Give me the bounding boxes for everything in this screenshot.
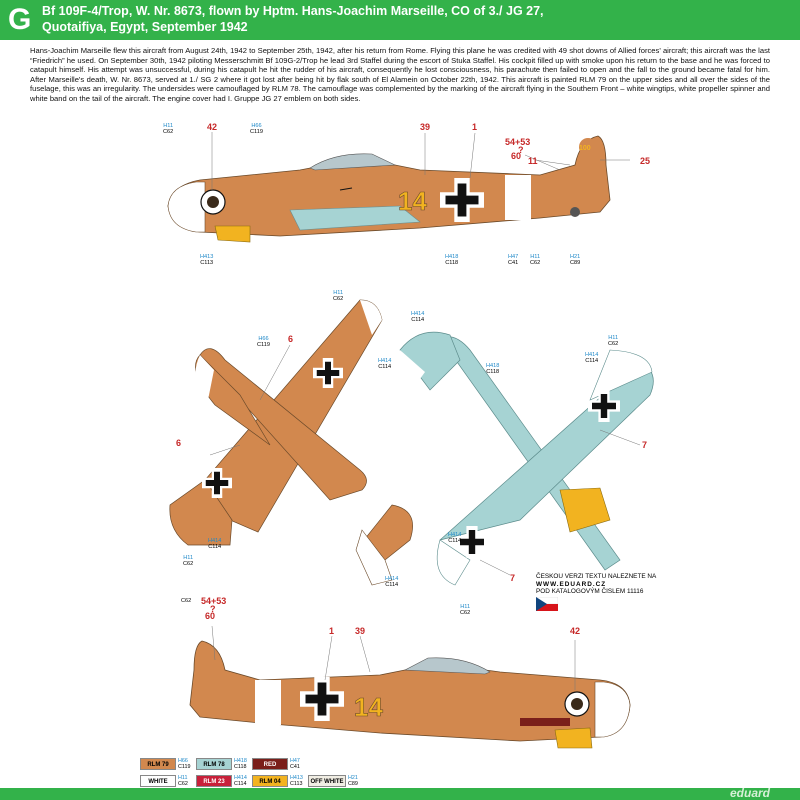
callout-7-bottom: 7: [510, 573, 516, 583]
callout-1: 1: [472, 122, 478, 132]
code-h414-c114-under: H414 C114: [448, 532, 462, 545]
code-h414-c114-bottom: H414 C114: [411, 311, 425, 324]
code-h21-c89: H21 C89: [570, 254, 581, 267]
svg-text:14: 14: [398, 186, 427, 216]
callout-60-lower: 60: [205, 611, 216, 621]
callout-question-lower: ?: [210, 604, 216, 614]
swatch-off-white: OFF WHITE: [308, 775, 346, 787]
code-h66-c119-top: H66 C119: [257, 336, 270, 349]
code-h11-c62-tail: H11 C62: [530, 254, 541, 267]
callout-5453: 54+53: [505, 137, 531, 147]
callout-39: 39: [420, 122, 431, 132]
callout-6-top: 6: [288, 334, 294, 344]
code-h11-c62-left: H11 C62: [183, 555, 194, 568]
callout-6-left: 6: [176, 438, 182, 448]
swatch-rlm78: RLM 78: [196, 758, 232, 770]
swatch-rlm23: RLM 23: [196, 775, 232, 787]
side-view-right: [190, 641, 630, 748]
code-h414-c114-wing: H414 C114: [585, 352, 599, 365]
code-h418-c118-bottom: H418 C118: [486, 363, 500, 376]
callout-39-lower: 39: [355, 626, 366, 636]
callout-question: ?: [518, 145, 524, 155]
svg-text:100: 100: [579, 145, 591, 152]
callout-1-lower: 1: [329, 626, 335, 636]
callout-25: 25: [640, 156, 651, 166]
code-h414-c114-tail: H414 C114: [385, 576, 399, 589]
footer-bar: [0, 788, 800, 800]
title-line-1: Bf 109F-4/Trop, W. Nr. 8673, flown by Hptm. Hans-Joachim Marseille, CO of 3./ JG 27,: [42, 4, 544, 18]
title-line-2: Quotaifiya, Egypt, September 1942: [42, 20, 248, 34]
code-h66-c119: H66 C119: [250, 123, 263, 136]
callout-42-lower: 42: [570, 626, 581, 636]
code-h11-c62-top: H11 C62: [333, 290, 344, 303]
callout-42: 42: [207, 122, 218, 132]
callout-11: 11: [528, 156, 538, 166]
czech-note: ČESKOU VERZI TEXTU NALEZNETE NA WWW.EDUARD.CZ POD KATALOGOVÝM ČISLEM 11116: [536, 573, 657, 596]
code-h11-c62-bottom: H11 C62: [608, 335, 619, 348]
code-h414-c114-top: H414 C114: [378, 358, 392, 371]
brand-logo: eduard: [729, 786, 770, 800]
bottom-view: [398, 332, 654, 585]
code-h11-c62: H11 C62: [163, 123, 174, 136]
swatch-white: WHITE: [140, 775, 176, 787]
profile-letter: G: [8, 3, 32, 36]
swatch-rlm79: RLM 79: [140, 758, 176, 770]
swatch-rlm04: RLM 04: [252, 775, 288, 787]
code-h418-c118: H418 C118: [445, 254, 459, 267]
white-tail-band: [505, 175, 531, 220]
callout-5453-lower: 54+53: [201, 596, 227, 606]
side-view-left: [168, 136, 610, 242]
code-h47-c41: H47 C41: [508, 254, 519, 267]
callout-60: 60: [511, 151, 522, 161]
code-h413-c113: H413 C113: [200, 254, 214, 267]
czech-flag-icon: [536, 597, 558, 611]
callout-7-right: 7: [642, 440, 648, 450]
code-c62-lower: C62: [181, 598, 192, 604]
code-h11-c62-under: H11 C62: [460, 604, 471, 617]
description-text: Hans-Joachim Marseille flew this aircraft from August 24th, 1942 to September 25th, 1942, after his return from Rome. Flying this plane he was credited with 49 shot downs of Allied forces' aircraft; this aircraft was the last “Friedrich” he used. On September 30th, 1942 piloting Messerschmitt Bf 109G-2/Trop he lead 3rd Staffel during the escort of Stuka Staffel. His cockpit filled up with smoke upon his return to the base and he was forced to catapult himself. His attempt was unsuccessful, during his catapult he hit the rudder of his aircraft, consequently he lost consciousness, his parachute then failed to open and the fall to the ground became fatal for him. After Marseille's death, W. Nr. 8673, served at 1./ SG 2 where it got lost after being hit by flak south of El Alamein on October 22th, 1942. This aircraft is painted RLM 79 on the upper sides and all over the sides of the fuselage, this was an irregularity. The undersides were camouflaged by RLM 78. The camouflage was complemented by the marking of the aircraft flying in the Southern Front – white wingtips, white propeller spinner and white band on the tail of the aircraft. The engine cover had I. Gruppe JG 27 emblem on both sides.: [30, 46, 770, 103]
swatch-red-brown: RED: [252, 758, 288, 770]
svg-text:14: 14: [354, 692, 383, 722]
code-h414-c114-left: H414 C114: [208, 538, 222, 551]
